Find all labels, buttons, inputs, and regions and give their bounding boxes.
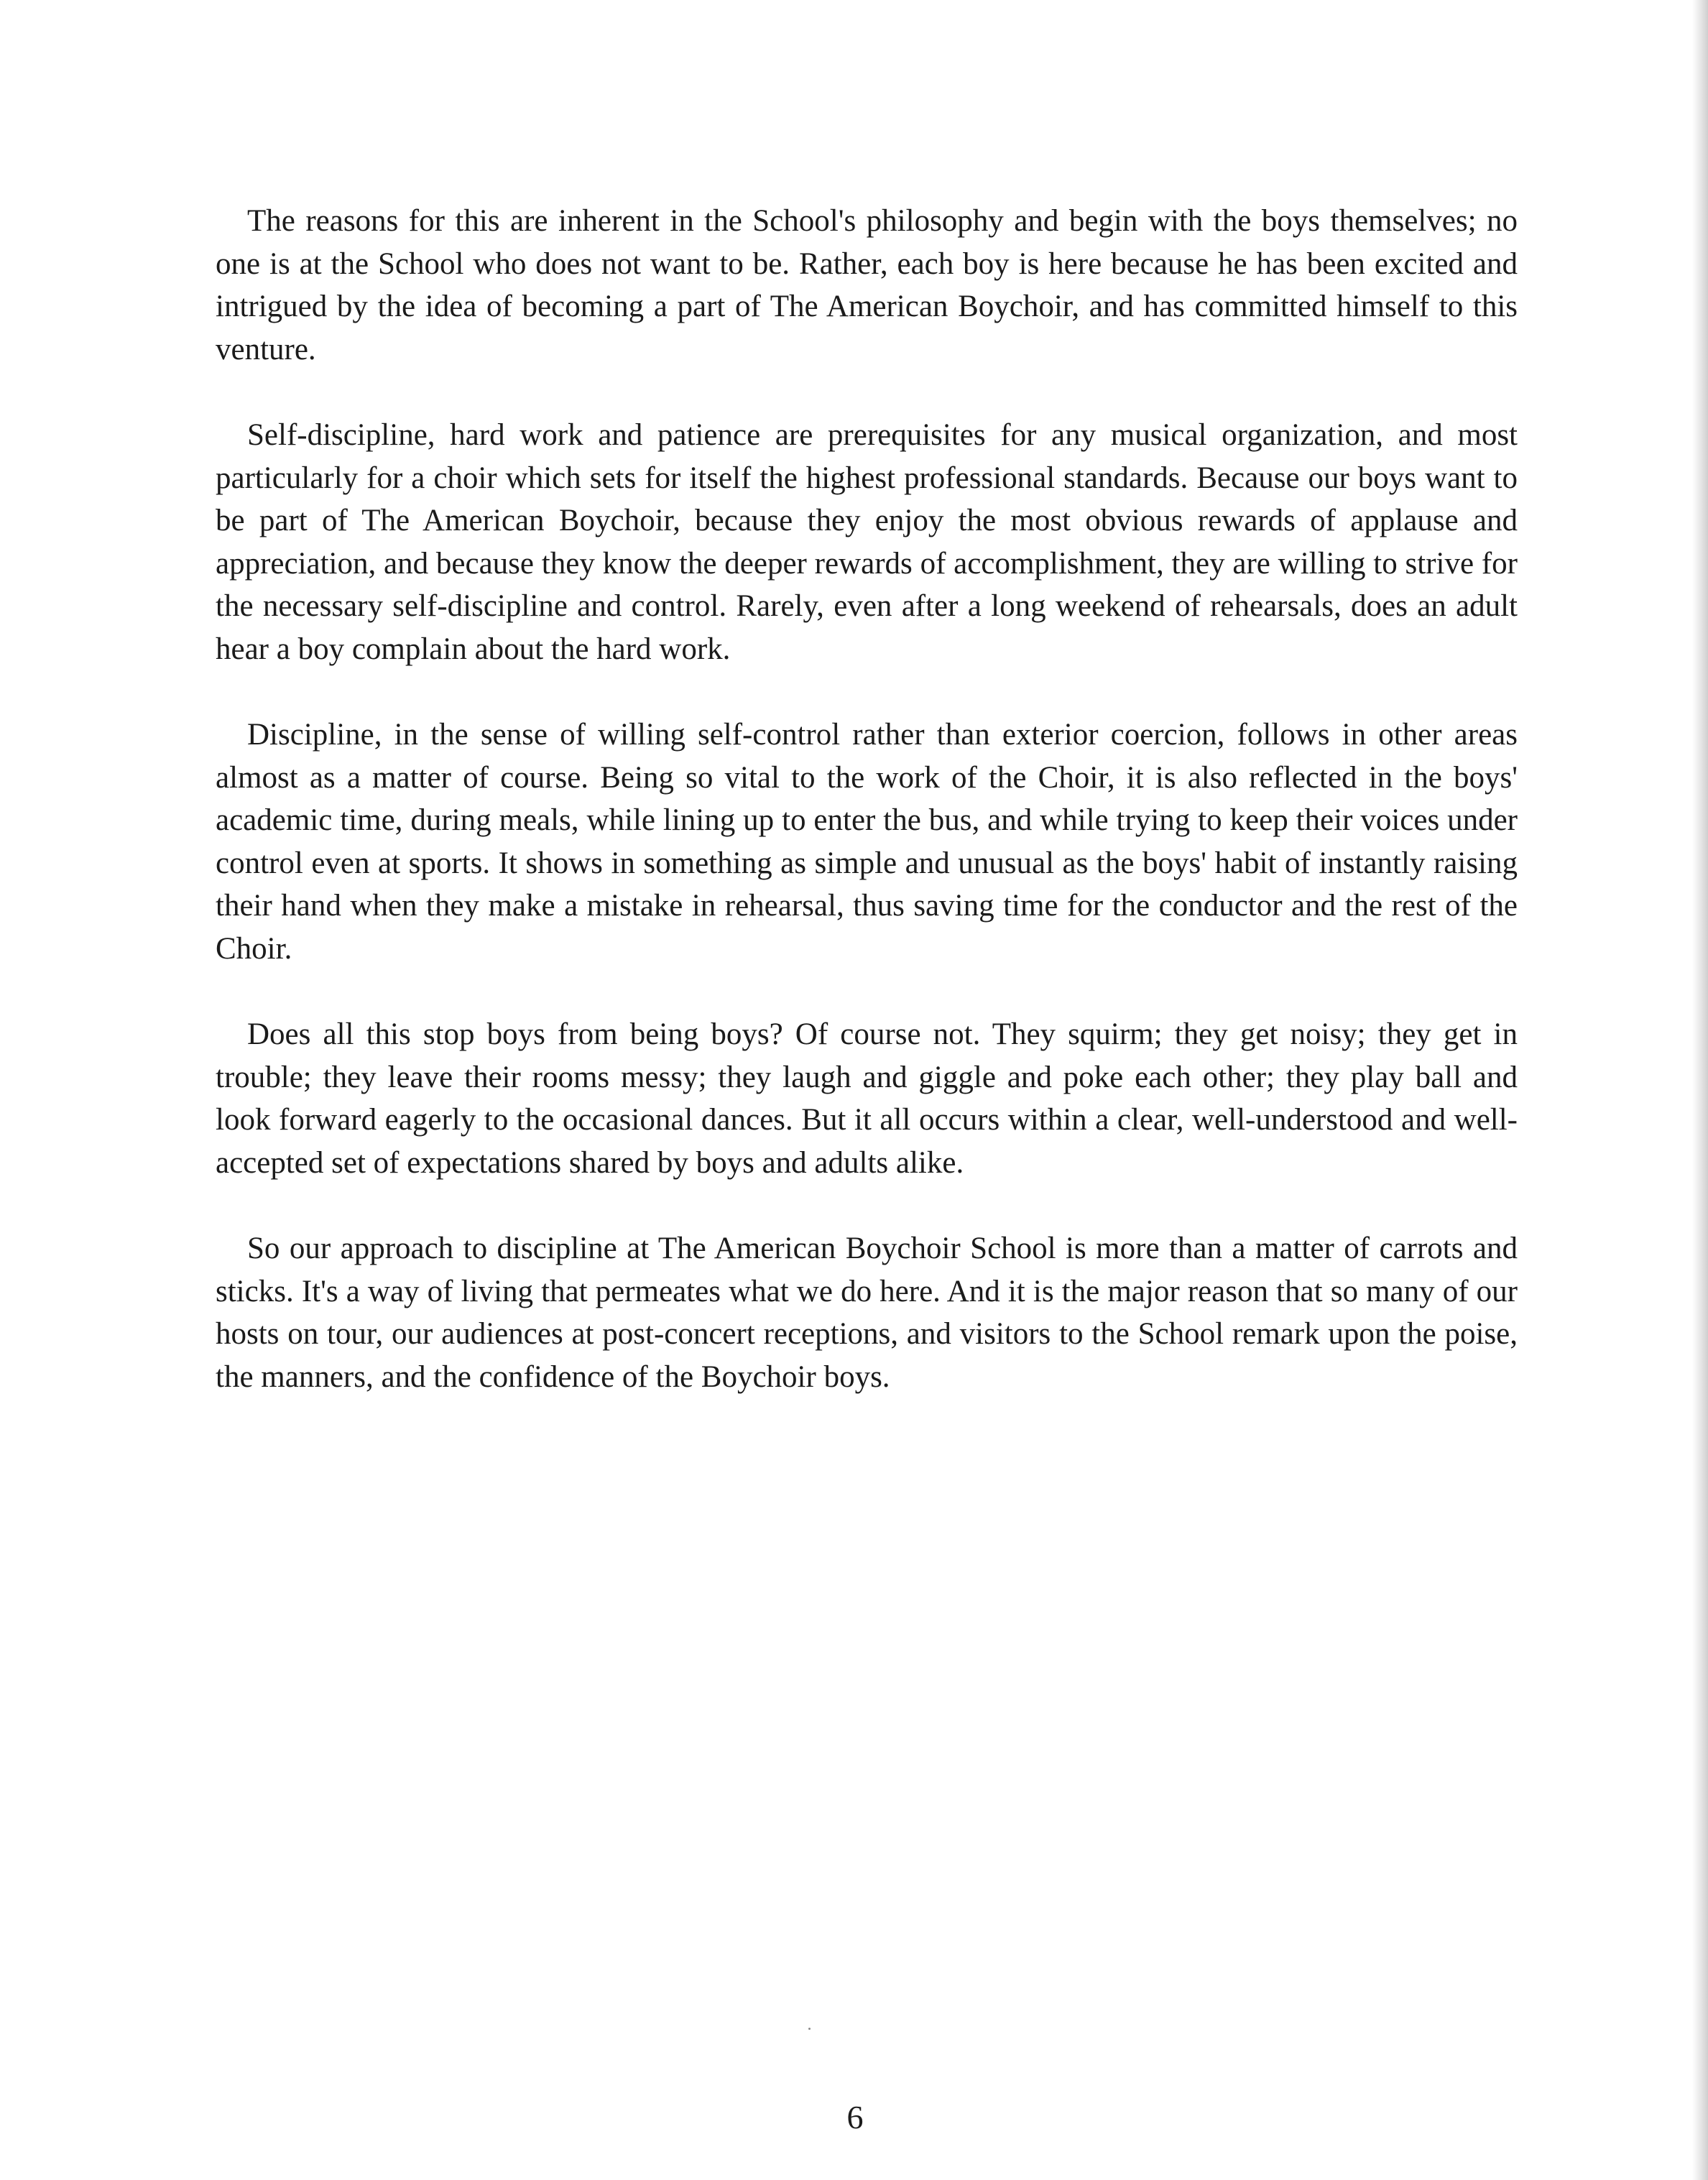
scan-speck [808, 2028, 811, 2030]
paragraph-discipline: Discipline, in the sense of willing self-control rather than exterior coercion, follows in other areas almost as a matter of course. Being so vital to the work of the Choir, it is also reflected in the boys' academic time, during meals, while lining up to enter the bus, and while trying to keep their voices under control even at sports. It shows in something as simple and unusual as the boys' habit of instantly raising their hand when they make a mistake in rehearsal, thus saving time for the conductor and the rest of the Choir. [216, 718, 1518, 966]
page-number: 6 [846, 2099, 864, 2135]
body-text [216, 200, 1518, 1441]
page-edge-shadow [1692, 0, 1708, 2180]
paragraph-boys-being-boys: Does all this stop boys from being boys? Of course not. They squirm; they get noisy; they get in trouble; they leave their rooms messy; they laugh and giggle and poke each other; they play ball and look forward eagerly to the occasional dances. But it all occurs within a clear, well-understood and well-accepted set of expectations shared by boys and adults alike. [216, 1017, 1518, 1180]
paragraph-self-discipline: Self-discipline, hard work and patience are prerequisites for any musical organization, and most particularly for a choir which sets for itself the highest professional standards. Because our boys want to be part of The American Boychoir, because they enjoy the most obvious rewards of applause and appreciation, and because they know the deeper rewards of accomplishment, they are willing to strive for the necessary self-discipline and control. Rarely, even after a long weekend of rehearsals, does an adult hear a boy complain about the hard work. [216, 418, 1518, 666]
paragraph-approach: So our approach to discipline at The American Boychoir School is more than a matter of carrots and sticks. It's a way of living that permeates what we do here. And it is the major reason that so many of our hosts on tour, our audiences at post-concert receptions, and visitors to the School remark upon the poise, the manners, and the confidence of the Boychoir boys. [216, 1232, 1518, 1394]
paragraph-philosophy: The reasons for this are inherent in the School's philosophy and begin with the boys themselves; no one is at the School who does not want to be. Rather, each boy is here because he has been excited and intrigued by the idea of becoming a part of The American Boychoir, and has committed himself to this venture. [216, 204, 1518, 366]
